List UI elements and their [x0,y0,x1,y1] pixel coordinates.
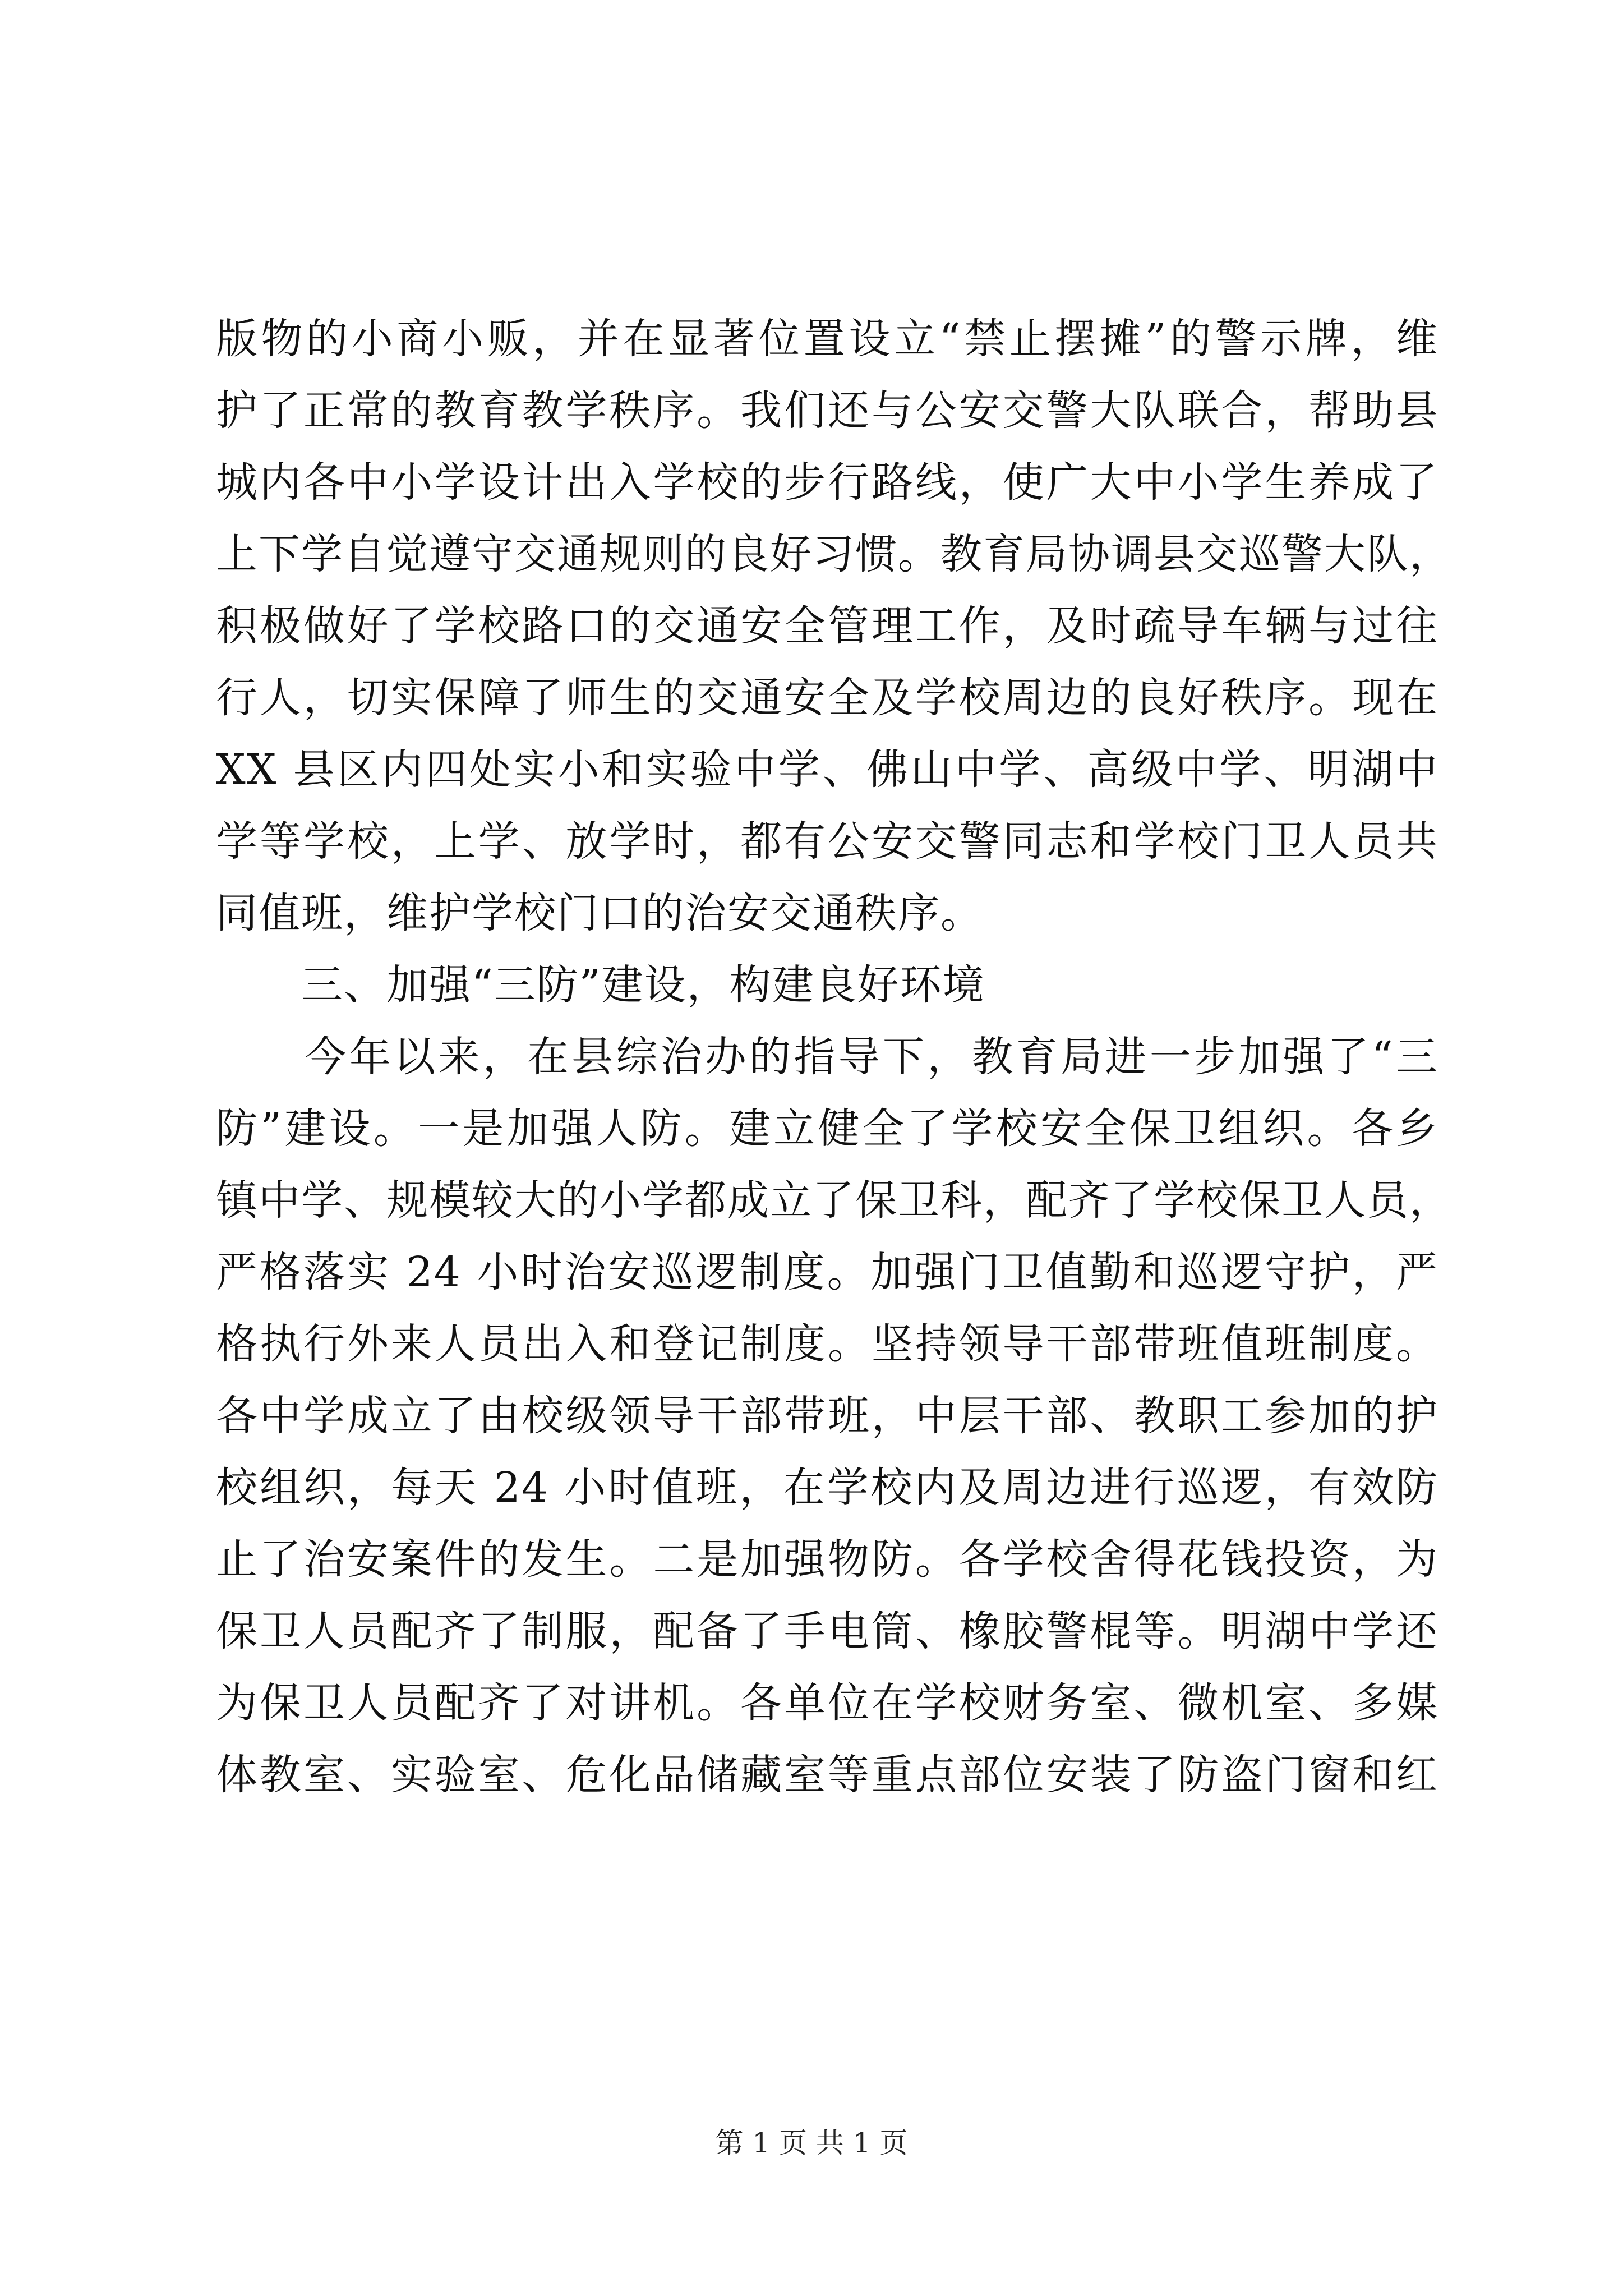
body-line: 上下学自觉遵守交通规则的良好习惯。教育局协调县交巡警大队， [216,530,1452,578]
body-line: 今年以来，在县综治办的指导下，教育局进一步加强了“三 [216,1033,1438,1081]
body-line: XX 县区内四处实小和实验中学、佛山中学、高级中学、明湖中 [216,746,1438,794]
body-line: 防”建设。一是加强人防。建立健全了学校安全保卫组织。各乡 [216,1105,1438,1153]
body-line: 体教室、实验室、危化品储藏室等重点部位安装了防盗门窗和红 [216,1751,1438,1799]
body-line: 积极做好了学校路口的交通安全管理工作，及时疏导车辆与过往 [216,602,1438,650]
body-line: 校组织，每天 24 小时值班，在学校内及周边进行巡逻，有效防 [216,1464,1438,1512]
body-line: 学等学校，上学、放学时，都有公安交警同志和学校门卫人员共 [216,817,1438,866]
body-line: 止了治安案件的发生。二是加强物防。各学校舍得花钱投资，为 [216,1535,1438,1584]
body-line: 护了正常的教育教学秩序。我们还与公安交警大队联合，帮助县 [216,386,1438,435]
section-heading: 三、加强“三防”建设，构建良好环境 [216,961,985,1009]
body-line: 版物的小商小贩，并在显著位置设立“禁止摆摊”的警示牌，维 [216,315,1438,363]
body-line: 保卫人员配齐了制服，配备了手电筒、橡胶警棍等。明湖中学还 [216,1607,1438,1655]
body-line: 行人，切实保障了师生的交通安全及学校周边的良好秩序。现在 [216,674,1438,722]
page-number-footer: 第 1 页 共 1 页 [715,2127,908,2159]
body-line: 镇中学、规模较大的小学都成立了保卫科，配齐了学校保卫人员， [216,1176,1452,1225]
body-line: 格执行外来人员出入和登记制度。坚持领导干部带班值班制度。 [216,1320,1438,1368]
body-line: 各中学成立了由校级领导干部带班，中层干部、教职工参加的护 [216,1392,1438,1440]
document-body [216,303,1452,1811]
body-line: 城内各中小学设计出入学校的步行路线，使广大中小学生养成了 [216,458,1438,507]
body-line: 严格落实 24 小时治安巡逻制度。加强门卫值勤和巡逻守护，严 [216,1248,1438,1296]
body-line: 为保卫人员配齐了对讲机。各单位在学校财务室、微机室、多媒 [216,1679,1438,1727]
body-line: 同值班，维护学校门口的治安交通秩序。 [216,889,983,937]
